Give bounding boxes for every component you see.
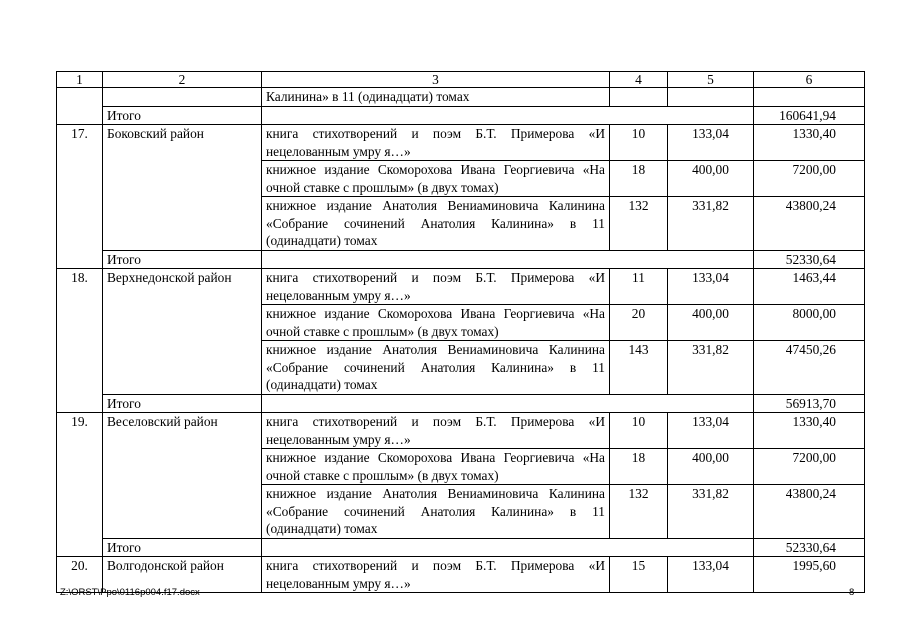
row-number: 17. <box>57 125 103 269</box>
sum: 43800,24 <box>754 485 865 539</box>
column-number: 2 <box>103 72 262 88</box>
table-row <box>57 269 865 305</box>
quantity: 10 <box>610 125 668 161</box>
page-number: 8 <box>849 587 855 598</box>
column-number-row <box>57 72 865 88</box>
quantity: 132 <box>610 485 668 539</box>
book-description: книга стихотворений и поэм Б.Т. Примерова «И нецелованным умру я…» <box>262 269 610 305</box>
price: 400,00 <box>668 161 754 197</box>
total-label: Итого <box>103 394 262 413</box>
price: 331,82 <box>668 341 754 395</box>
quantity: 143 <box>610 341 668 395</box>
price: 400,00 <box>668 305 754 341</box>
quantity: 132 <box>610 197 668 251</box>
total-row <box>57 250 865 269</box>
sum: 43800,24 <box>754 197 865 251</box>
document-path: Z:\ORST\Ppo\0116p004.f17.docx <box>60 587 200 598</box>
rayon-name: Волгодонской район <box>103 557 262 593</box>
book-description: книжное издание Скоморохова Ивана Георгиевича «На очной ставке с прошлым» (в двух томах) <box>262 161 610 197</box>
total-row <box>57 394 865 413</box>
sum: 1463,44 <box>754 269 865 305</box>
rayon-cell <box>103 88 262 107</box>
total-value: 160641,94 <box>754 106 865 125</box>
quantity: 10 <box>610 413 668 449</box>
rayon-name: Веселовский район <box>103 413 262 539</box>
book-description: книга стихотворений и поэм Б.Т. Примерова «И нецелованным умру я…» <box>262 557 610 593</box>
table-row <box>57 88 865 107</box>
quantity: 15 <box>610 557 668 593</box>
table-row <box>57 413 865 449</box>
price: 133,04 <box>668 125 754 161</box>
column-number: 5 <box>668 72 754 88</box>
sum-cell <box>754 88 865 107</box>
column-number: 3 <box>262 72 610 88</box>
price: 400,00 <box>668 449 754 485</box>
row-number-cell <box>57 88 103 125</box>
quantity-cell <box>610 88 668 107</box>
total-value: 52330,64 <box>754 250 865 269</box>
sum: 7200,00 <box>754 449 865 485</box>
total-value: 52330,64 <box>754 538 865 557</box>
price: 133,04 <box>668 413 754 449</box>
sum: 1330,40 <box>754 413 865 449</box>
book-description: книга стихотворений и поэм Б.Т. Примерова «И нецелованным умру я…» <box>262 125 610 161</box>
rayon-name: Верхнедонской район <box>103 269 262 395</box>
allocation-table <box>56 71 865 593</box>
book-description: Калинина» в 11 (одинадцати) томах <box>262 88 610 107</box>
row-number: 20. <box>57 557 103 593</box>
row-number: 18. <box>57 269 103 413</box>
column-number: 4 <box>610 72 668 88</box>
quantity: 20 <box>610 305 668 341</box>
book-description: книжное издание Скоморохова Ивана Георгиевича «На очной ставке с прошлым» (в двух томах) <box>262 449 610 485</box>
book-description: книга стихотворений и поэм Б.Т. Примерова «И нецелованным умру я…» <box>262 413 610 449</box>
book-description: книжное издание Скоморохова Ивана Георгиевича «На очной ставке с прошлым» (в двух томах) <box>262 305 610 341</box>
book-description: книжное издание Анатолия Вениаминовича Калинина «Собрание сочинений Анатолия Калинина» в 11 (одинадцати) томах <box>262 485 610 539</box>
price: 331,82 <box>668 197 754 251</box>
sum: 1995,60 <box>754 557 865 593</box>
sum: 1330,40 <box>754 125 865 161</box>
total-row <box>57 538 865 557</box>
price: 133,04 <box>668 557 754 593</box>
book-description: книжное издание Анатолия Вениаминовича Калинина «Собрание сочинений Анатолия Калинина» в 11 (одинадцати) томах <box>262 197 610 251</box>
sum: 7200,00 <box>754 161 865 197</box>
total-label: Итого <box>103 538 262 557</box>
sum: 8000,00 <box>754 305 865 341</box>
total-label: Итого <box>103 106 262 125</box>
total-row <box>57 106 865 125</box>
column-number: 1 <box>57 72 103 88</box>
price: 133,04 <box>668 269 754 305</box>
total-label: Итого <box>103 250 262 269</box>
row-number: 19. <box>57 413 103 557</box>
total-value: 56913,70 <box>754 394 865 413</box>
quantity: 11 <box>610 269 668 305</box>
quantity: 18 <box>610 161 668 197</box>
sum: 47450,26 <box>754 341 865 395</box>
column-number: 6 <box>754 72 865 88</box>
price-cell <box>668 88 754 107</box>
table-row <box>57 125 865 161</box>
rayon-name: Боковский район <box>103 125 262 251</box>
quantity: 18 <box>610 449 668 485</box>
price: 331,82 <box>668 485 754 539</box>
book-description: книжное издание Анатолия Вениаминовича Калинина «Собрание сочинений Анатолия Калинина» в 11 (одинадцати) томах <box>262 341 610 395</box>
